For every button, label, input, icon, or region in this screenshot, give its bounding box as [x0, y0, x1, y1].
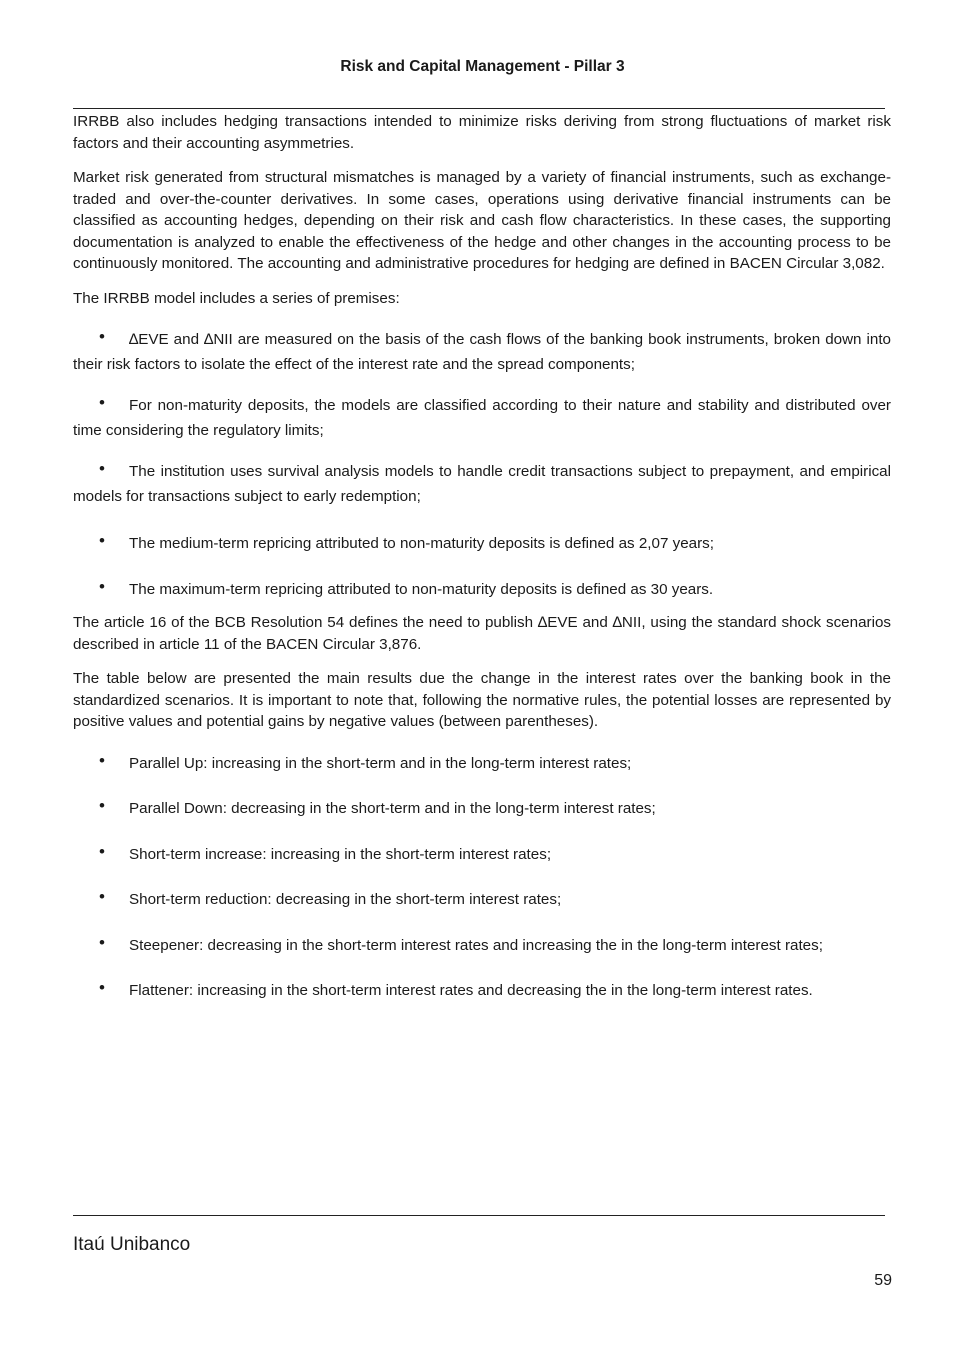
scenario-text: Flattener: increasing in the short-term interest rates and decreasing the in the long-term interest rates.	[129, 982, 813, 999]
premise-text: The institution uses survival analysis models to handle credit transactions subject to prepayment, and empirical models for transactions subject to early redemption;	[73, 463, 891, 505]
paragraph-hedging: IRRBB also includes hedging transactions intended to minimize risks deriving from strong fluctuations of market risk factors and their accounting asymmetries.	[73, 113, 891, 152]
premise-text: ∆EVE and ∆NII are measured on the basis of the cash flows of the banking book instruments, broken down into their risk factors to isolate the effect of the interest rate and the spread components;	[73, 331, 891, 373]
bullet-icon: •	[99, 393, 105, 412]
list-item-premise	[73, 328, 891, 377]
scenario-text: Short-term reduction: decreasing in the short-term interest rates;	[129, 891, 562, 908]
footer-divider	[73, 1215, 885, 1216]
scenario-text: Steepener: decreasing in the short-term interest rates and increasing the in the long-term interest rates;	[129, 936, 823, 954]
list-item-premise	[73, 533, 891, 555]
list-item-scenario	[73, 750, 891, 775]
footer-company-name: Itaú Unibanco	[73, 1234, 191, 1255]
premise-text: The medium-term repricing attributed to non-maturity deposits is defined as 2,07 years;	[129, 535, 714, 552]
page-body	[73, 111, 891, 1002]
list-item-scenario	[73, 889, 891, 911]
page-header-title: Risk and Capital Management - Pillar 3	[340, 58, 625, 75]
list-item-scenario	[73, 932, 891, 957]
premise-text: For non-maturity deposits, the models are classified according to their nature and stability and distributed over time considering the regulatory limits;	[73, 397, 891, 439]
scenario-text: Short-term increase: increasing in the short-term interest rates;	[129, 845, 552, 863]
scenario-text: Parallel Down: decreasing in the short-term and in the long-term interest rates;	[129, 800, 656, 817]
paragraph-table-intro: The table below are presented the main results due the change in the interest rates over the banking book in the standardized scenarios. It is important to note that, following the normative rules, the potential losses are represented by positive values and potential gains by negative values (between parentheses).	[73, 670, 891, 730]
bullet-icon: •	[99, 887, 105, 906]
bullet-icon: •	[99, 531, 105, 550]
bullet-icon: •	[99, 932, 105, 952]
bullet-icon: •	[99, 978, 105, 997]
paragraph-premises-intro: The IRRBB model includes a series of premises:	[73, 289, 400, 307]
bullet-icon: •	[99, 841, 105, 861]
list-item-scenario	[73, 841, 891, 866]
page-number: 59	[874, 1272, 892, 1289]
bullet-icon: •	[99, 796, 105, 815]
list-item-scenario	[73, 798, 891, 820]
paragraph-article-16: The article 16 of the BCB Resolution 54 defines the need to publish ∆EVE and ∆NII, using the standard shock scenarios described in article 11 of the BACEN Circular 3,876.	[73, 614, 891, 653]
list-item-scenario	[73, 980, 891, 1002]
bullet-icon: •	[99, 459, 105, 478]
paragraph-market-risk: Market risk generated from structural mismatches is managed by a variety of financial instruments, such as exchange-traded and over-the-counter derivatives. In some cases, operations using derivative financial instruments can be classified as accounting hedges, depending on their risk and cash flow characteristics. In these cases, the supporting documentation is analyzed to enable the effectiveness of the hedge and other changes in the accounting process to be continuously monitored. The accounting and administrative procedures for hedging are defined in BACEN Circular 3,082.	[73, 169, 891, 272]
list-item-premise	[73, 460, 891, 509]
bullet-icon: •	[99, 327, 105, 346]
bullet-icon: •	[99, 576, 105, 596]
list-item-premise	[73, 576, 891, 601]
bullet-icon: •	[99, 750, 105, 770]
header-divider	[73, 108, 885, 109]
list-item-premise	[73, 394, 891, 443]
premise-text: The maximum-term repricing attributed to non-maturity deposits is defined as 30 years.	[129, 580, 714, 598]
scenario-text: Parallel Up: increasing in the short-term and in the long-term interest rates;	[129, 754, 632, 772]
